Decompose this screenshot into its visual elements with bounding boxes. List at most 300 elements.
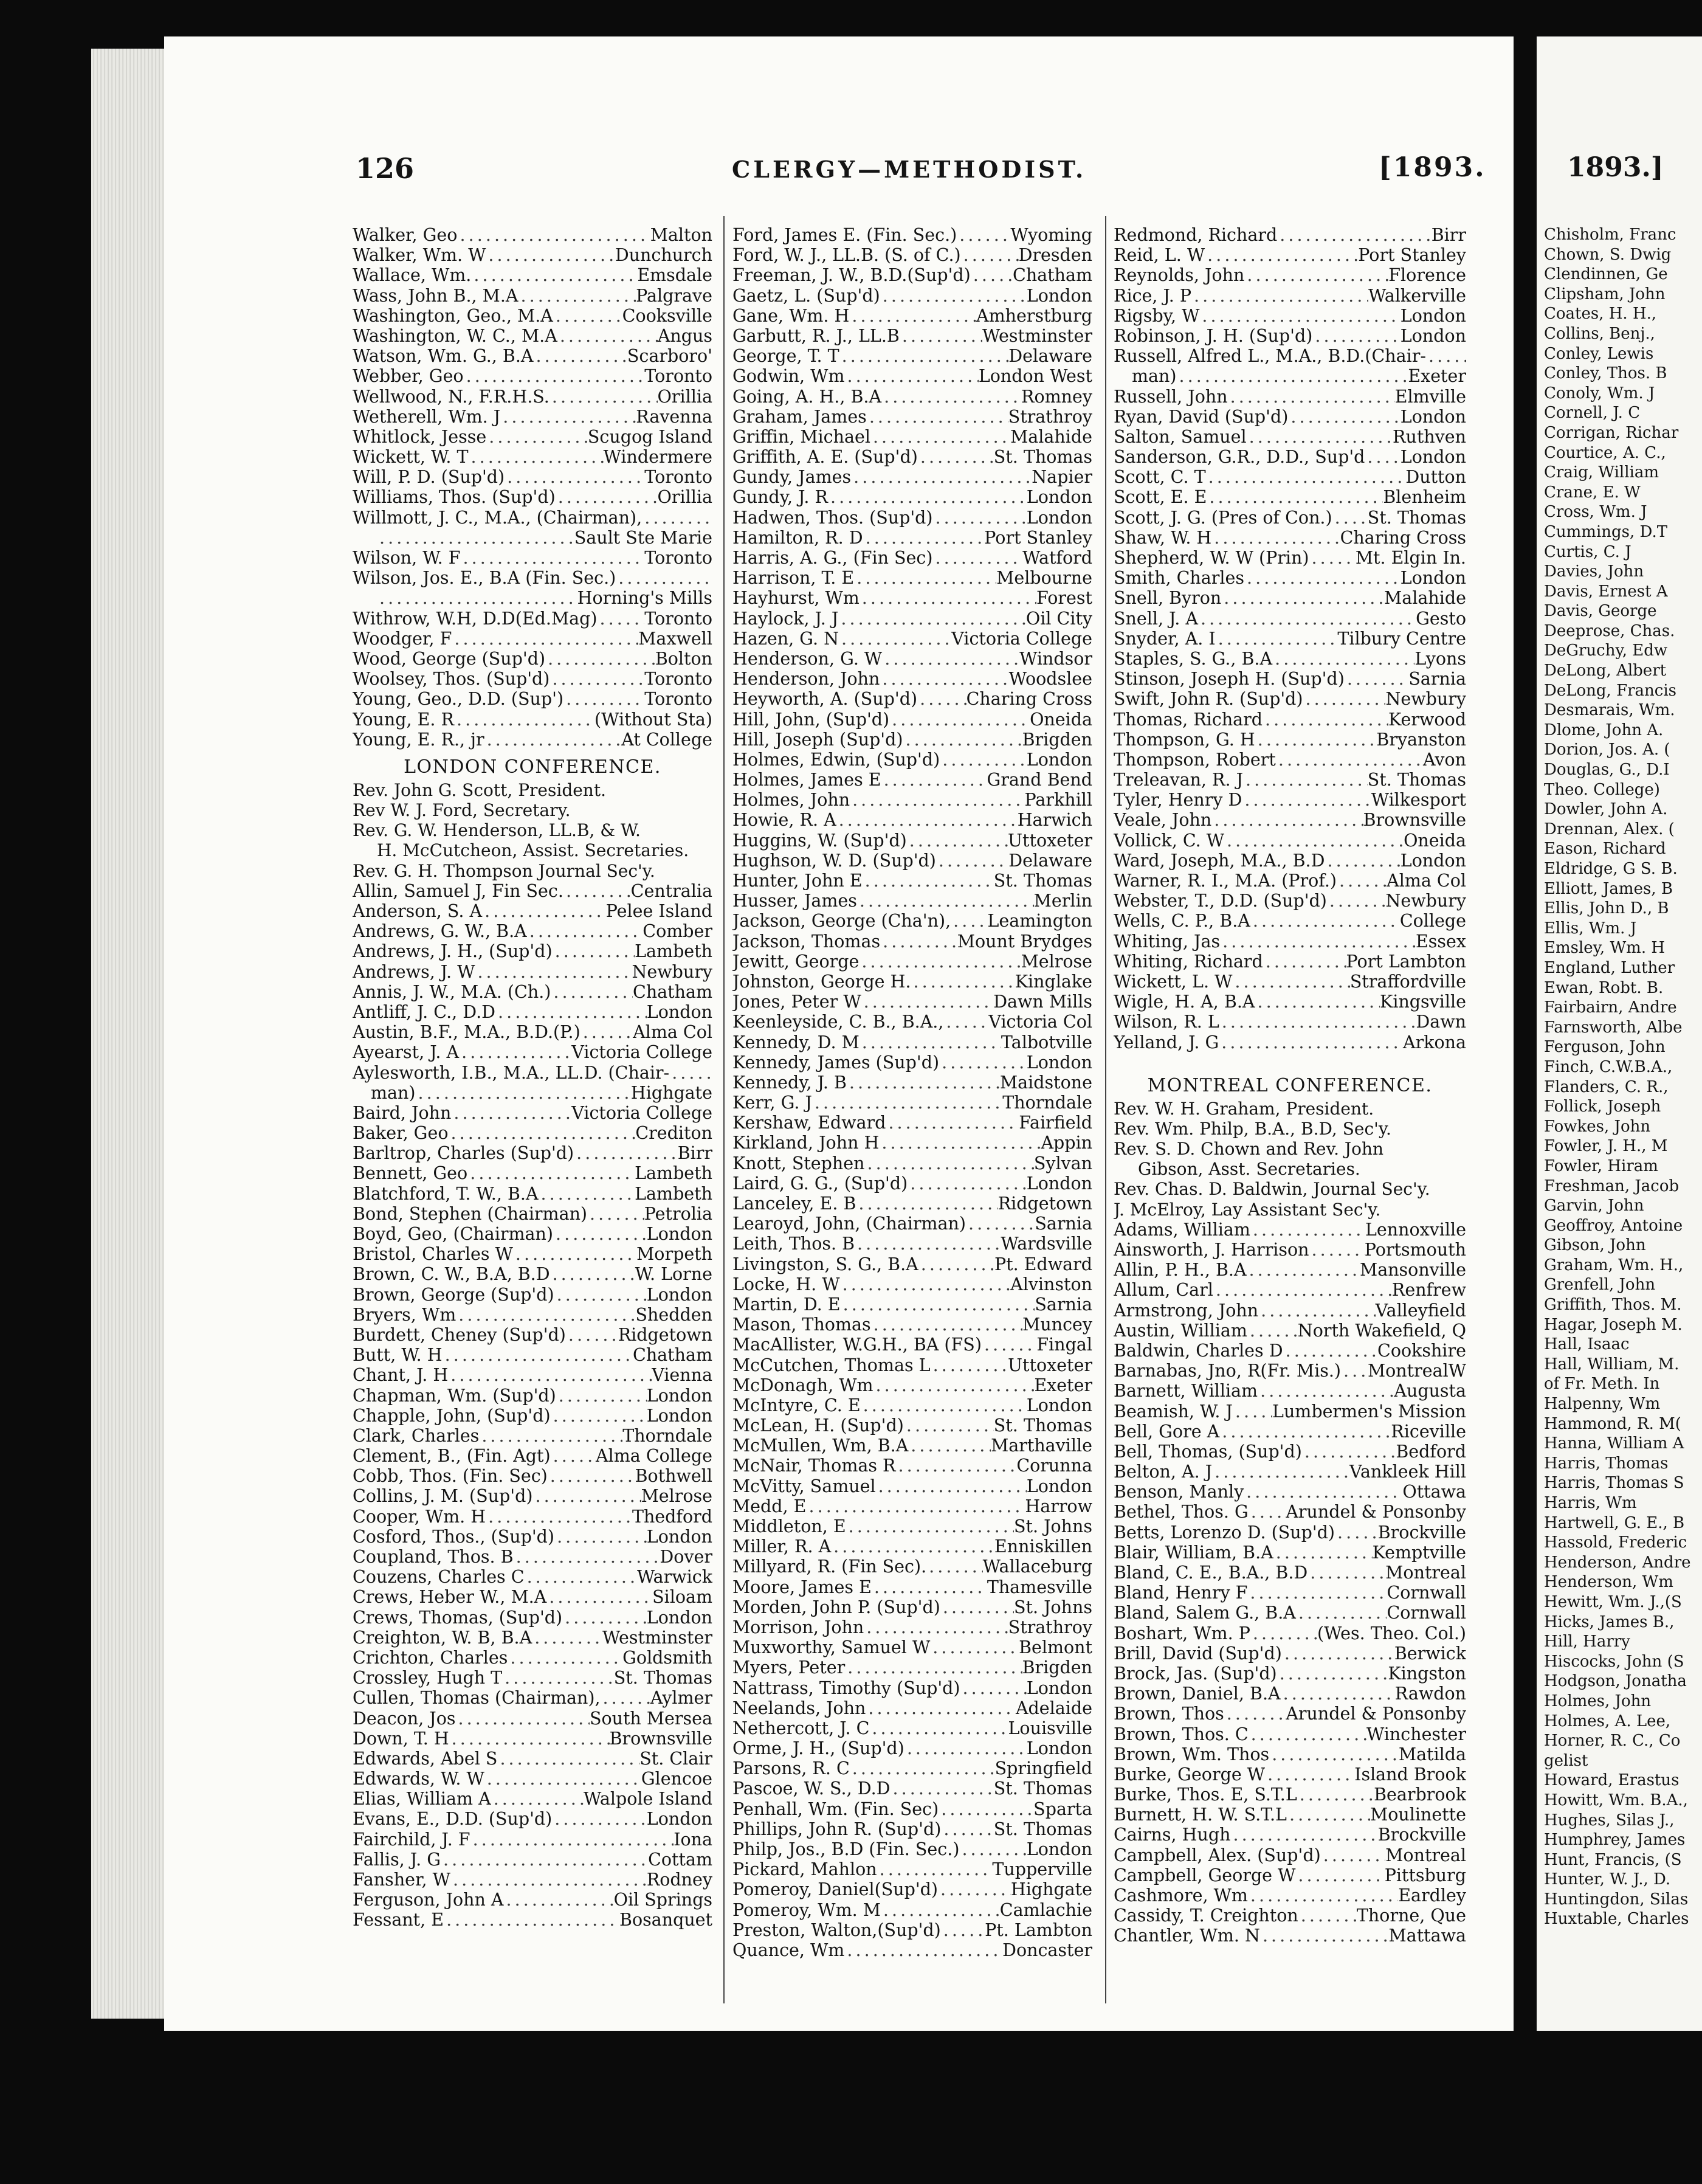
entry-name: Chapple, John, (Sup'd) xyxy=(353,1405,551,1426)
entry-name: Annis, J. W., M.A. (Ch.) xyxy=(353,981,551,1002)
list-entry xyxy=(1544,1553,1702,1573)
dot-leader xyxy=(550,1264,635,1284)
entry-name: Wood, George (Sup'd) xyxy=(353,648,546,669)
entry-place: Enniskillen xyxy=(994,1536,1092,1557)
list-entry xyxy=(732,1194,1092,1214)
dot-leader xyxy=(908,1173,1027,1194)
dot-leader xyxy=(1341,1361,1368,1381)
dot-leader xyxy=(1224,831,1404,851)
entry-place: Ridgetown xyxy=(997,1194,1092,1214)
dot-leader xyxy=(1230,1825,1377,1845)
entry-name: Salton, Samuel xyxy=(1114,426,1247,447)
list-entry xyxy=(1544,1295,1702,1315)
list-entry xyxy=(353,1789,712,1809)
dot-leader xyxy=(514,1547,660,1567)
list-entry xyxy=(353,962,712,982)
entry-name: Clement, B., (Fin. Agt) xyxy=(353,1446,551,1467)
list-entry xyxy=(732,1900,1092,1920)
list-entry xyxy=(1544,1791,1702,1811)
dot-leader xyxy=(525,1567,637,1587)
dot-leader xyxy=(1335,1522,1378,1543)
dot-leader xyxy=(1276,750,1423,770)
entry-place: Horning's Mills xyxy=(577,588,712,609)
entry-name: Hill, Joseph (Sup'd) xyxy=(732,729,903,750)
list-entry xyxy=(1544,364,1702,384)
dot-leader xyxy=(457,225,650,245)
entry-place: Harrow xyxy=(1025,1496,1092,1516)
dot-leader xyxy=(926,1557,983,1577)
entry-place: Lyons xyxy=(1414,648,1466,669)
entry-place: Arkona xyxy=(1403,1032,1466,1052)
entry-name: Hassold, Frederic xyxy=(1544,1533,1687,1552)
list-entry xyxy=(353,1103,712,1123)
entry-name: Griffin, Michael xyxy=(732,426,870,447)
column-3 xyxy=(1114,225,1466,1946)
entry-place: Newbury xyxy=(632,961,712,982)
entry-name: Davis, George xyxy=(1544,602,1657,621)
entry-place: Island Brook xyxy=(1354,1764,1466,1785)
list-entry xyxy=(1114,871,1466,891)
dot-leader xyxy=(1232,972,1349,992)
dot-leader xyxy=(841,1294,1035,1315)
dot-leader xyxy=(587,1204,644,1224)
entry-name: Fairbairn, Andre xyxy=(1544,998,1677,1017)
dot-leader xyxy=(861,1395,1027,1415)
list-entry xyxy=(1544,1414,1702,1434)
list-entry xyxy=(1544,542,1702,562)
dot-leader xyxy=(563,881,631,901)
entry-name: Chant, J. H xyxy=(353,1365,449,1386)
entry-name: Whiting, Richard xyxy=(1114,951,1263,972)
entry-name: Chown, S. Dwig xyxy=(1544,245,1672,264)
dot-leader xyxy=(441,1850,648,1870)
entry-place: Brigden xyxy=(1022,729,1092,750)
list-entry xyxy=(732,1597,1092,1617)
dot-leader xyxy=(475,962,632,982)
entry-name: Hartwell, G. E., B xyxy=(1544,1513,1685,1532)
dot-leader xyxy=(846,1516,1014,1536)
dot-leader xyxy=(566,1325,618,1345)
list-entry xyxy=(1114,265,1466,285)
dot-leader xyxy=(839,346,1009,366)
entry-name: Cullen, Thomas (Chairman), xyxy=(353,1688,601,1709)
list-entry xyxy=(353,1285,712,1305)
list-entry xyxy=(1544,1652,1702,1672)
entry-place: Westminster xyxy=(982,325,1092,346)
dot-leader xyxy=(895,1456,1016,1476)
list-entry xyxy=(1114,225,1466,245)
list-entry xyxy=(1544,1136,1702,1156)
list-entry xyxy=(353,1648,712,1668)
entry-name: Knott, Stephen xyxy=(732,1153,865,1173)
list-entry xyxy=(732,1173,1092,1194)
list-entry xyxy=(1544,1692,1702,1712)
dot-leader xyxy=(957,225,1010,245)
list-entry xyxy=(1114,1623,1466,1643)
entry-place: Strathroy xyxy=(1008,406,1092,427)
dot-leader xyxy=(865,1153,1034,1173)
list-entry xyxy=(1544,1374,1702,1394)
entry-name: Geoffroy, Antoine xyxy=(1544,1216,1683,1235)
list-entry xyxy=(732,1153,1092,1173)
dot-leader xyxy=(936,851,1008,871)
entry-name: Treleavan, R. J xyxy=(1114,770,1244,790)
entry-name: Cornell, J. C xyxy=(1544,404,1641,423)
entry-name: Howitt, Wm. B.A., xyxy=(1544,1791,1688,1809)
list-entry xyxy=(732,1819,1092,1839)
entry-name: gelist xyxy=(1544,1751,1588,1770)
dot-leader xyxy=(851,467,1032,487)
entry-name: Nethercott, J. C xyxy=(732,1718,870,1738)
dot-leader xyxy=(459,1042,571,1062)
list-entry xyxy=(1114,629,1466,649)
entry-name: Brown, Thos xyxy=(1114,1704,1224,1724)
entry-name: Austin, William xyxy=(1114,1320,1247,1341)
dot-leader xyxy=(1287,1805,1370,1825)
entry-name: George, T. T xyxy=(732,346,839,367)
dot-leader xyxy=(546,1587,652,1607)
entry-name: England, Luther xyxy=(1544,958,1675,977)
dot-leader xyxy=(1248,1885,1398,1906)
dot-leader xyxy=(861,992,994,1012)
dot-leader xyxy=(449,1729,610,1749)
entry-name: Douglas, G., D.I xyxy=(1544,761,1670,779)
entry-place: Highgate xyxy=(1010,1879,1092,1900)
entry-name: Holmes, John xyxy=(1544,1692,1652,1710)
entry-place: Ravenna xyxy=(636,406,712,427)
dot-leader xyxy=(1250,1220,1365,1240)
dot-leader xyxy=(918,447,994,467)
dot-leader xyxy=(497,1749,639,1769)
list-entry xyxy=(1114,911,1466,931)
dot-leader xyxy=(1272,649,1414,669)
entry-name: Learoyd, John, (Chairman) xyxy=(732,1214,966,1234)
list-entry xyxy=(1544,1057,1702,1077)
entry-name: Stinson, Joseph H. (Sup'd) xyxy=(1114,669,1345,689)
entry-name: Husser, James xyxy=(732,891,857,911)
dot-leader xyxy=(1302,1442,1396,1462)
list-entry xyxy=(353,1305,712,1325)
entry-name: Snell, Byron xyxy=(1114,588,1222,609)
list-entry xyxy=(1114,689,1466,709)
dot-leader xyxy=(527,921,643,941)
entry-name: Bell, Gore A xyxy=(1114,1421,1220,1442)
list-entry xyxy=(353,1063,712,1083)
entry-place: Dawn xyxy=(1416,1012,1466,1032)
list-entry xyxy=(1114,346,1466,366)
entry-name: Hicks, James B., xyxy=(1544,1612,1675,1631)
list-entry xyxy=(732,1940,1092,1960)
entry-name: Ellis, John D., B xyxy=(1544,899,1669,918)
list-entry xyxy=(353,528,712,548)
list-entry xyxy=(1544,978,1702,998)
entry-name: Holmes, A. Lee, xyxy=(1544,1712,1671,1730)
entry-name: Conley, Thos. B xyxy=(1544,364,1667,383)
list-entry xyxy=(1114,851,1466,871)
entry-place: London xyxy=(1026,1395,1092,1415)
entry-name: Andrews, J. H., (Sup'd) xyxy=(353,941,553,962)
dot-leader xyxy=(1199,306,1400,326)
list-entry xyxy=(1544,384,1702,404)
list-entry xyxy=(732,831,1092,851)
entry-name: Whiting, Jas xyxy=(1114,931,1221,952)
entry-place: Pt. Lambton xyxy=(985,1920,1092,1940)
entry-place: MontrealW xyxy=(1367,1361,1466,1381)
dot-leader xyxy=(581,1022,633,1042)
entry-place: London xyxy=(646,1526,712,1547)
entry-place: Port Stanley xyxy=(1358,245,1466,266)
entry-place: Kerwood xyxy=(1388,709,1466,730)
entry-place: Montreal xyxy=(1385,1845,1466,1865)
entry-name: Whitlock, Jesse xyxy=(353,426,487,447)
entry-name: Jones, Peter W xyxy=(732,992,861,1012)
entry-place: Iona xyxy=(674,1829,712,1850)
entry-name: Myers, Peter xyxy=(732,1657,846,1678)
column-rule xyxy=(723,216,725,2003)
list-entry xyxy=(1114,1260,1466,1280)
entry-place: Matilda xyxy=(1398,1744,1466,1764)
entry-name: Crews, Thomas, (Sup'd) xyxy=(353,1607,563,1628)
entry-place: Angus xyxy=(657,325,712,346)
entry-place: Tupperville xyxy=(992,1859,1092,1880)
entry-place: Essex xyxy=(1416,931,1466,952)
list-entry xyxy=(732,689,1092,709)
list-entry xyxy=(353,1083,712,1103)
entry-place: Muncey xyxy=(1022,1315,1092,1335)
list-entry xyxy=(1114,1885,1466,1906)
entry-name: Johnston, George H. xyxy=(732,971,911,992)
list-entry xyxy=(1544,1811,1702,1831)
entry-name: Fowler, J. H., M xyxy=(1544,1137,1668,1156)
dot-leader xyxy=(806,1496,1025,1516)
dot-leader xyxy=(479,1426,622,1446)
entry-name: Cross, Wm. J xyxy=(1544,503,1647,522)
list-entry xyxy=(1114,1361,1466,1381)
dot-leader xyxy=(532,1628,602,1648)
entry-name: Blatchford, T. W., B.A xyxy=(353,1183,539,1204)
entry-name: Young, E. R xyxy=(353,709,454,730)
entry-place: London xyxy=(1026,749,1092,770)
dot-leader xyxy=(890,1778,993,1799)
entry-place: Toronto xyxy=(644,366,712,387)
entry-name: Kennedy, J. B xyxy=(732,1072,847,1093)
entry-place: Watford xyxy=(1022,548,1092,568)
list-entry xyxy=(1544,859,1702,879)
entry-place: Vienna xyxy=(652,1365,712,1386)
list-entry xyxy=(1114,790,1466,810)
entry-name: Jackson, George (Cha'n), xyxy=(732,911,951,931)
entry-name: Collins, Benj., xyxy=(1544,324,1655,343)
dot-leader xyxy=(869,1718,1008,1738)
entry-place: Victoria College xyxy=(951,628,1092,649)
dot-leader xyxy=(443,1345,633,1365)
list-entry xyxy=(732,1778,1092,1799)
list-entry xyxy=(732,1536,1092,1557)
entry-name: Russell, Alfred L., M.A., B.D.(Chair- xyxy=(1114,346,1426,367)
entry-name: Conoly, Wm. J xyxy=(1544,384,1655,403)
entry-name: Kennedy, D. M xyxy=(732,1032,860,1052)
entry-name: Hanna, William A xyxy=(1544,1434,1684,1453)
entry-name: Huntingdon, Silas xyxy=(1544,1890,1689,1909)
entry-place: Sparta xyxy=(1033,1799,1092,1819)
officer-line: Rev. G. W. Henderson, LL.B, & W. xyxy=(353,820,641,841)
list-entry xyxy=(1544,1473,1702,1493)
dot-leader xyxy=(505,467,644,487)
list-entry xyxy=(1114,1321,1466,1341)
dot-leader xyxy=(971,265,1013,285)
entry-place: London xyxy=(1400,406,1466,427)
dot-leader xyxy=(870,427,1010,447)
entry-name: Holmes, John xyxy=(732,790,850,810)
entry-name: Bond, Stephen (Chairman) xyxy=(353,1203,588,1224)
entry-place: Sarnia xyxy=(1408,669,1466,689)
entry-name: Edwards, W. W xyxy=(353,1769,484,1789)
entry-place: Riceville xyxy=(1391,1421,1466,1442)
list-entry xyxy=(732,1516,1092,1536)
list-entry xyxy=(1544,1612,1702,1633)
entry-name: Drennan, Alex. ( xyxy=(1544,820,1675,838)
dot-leader xyxy=(502,1668,614,1688)
list-entry xyxy=(353,901,712,921)
entry-name: Eldridge, G S. B. xyxy=(1544,860,1678,878)
entry-name: Wickett, L. W xyxy=(1114,971,1233,992)
dot-leader xyxy=(533,346,627,366)
entry-place: Thorndale xyxy=(622,1425,712,1446)
list-entry xyxy=(353,1022,712,1042)
entry-name: Vollick, C. W xyxy=(1114,830,1225,851)
entry-place: Morpeth xyxy=(636,1244,712,1265)
dot-leader xyxy=(464,366,645,386)
list-entry xyxy=(1544,502,1702,522)
officer-line: Rev. W. H. Graham, President. xyxy=(1114,1098,1374,1119)
entry-place: Oneida xyxy=(1404,830,1466,851)
list-entry xyxy=(353,1809,712,1829)
list-entry xyxy=(1544,1751,1702,1771)
entry-name: Humphrey, James xyxy=(1544,1831,1686,1850)
list-entry xyxy=(1114,1865,1466,1885)
list-entry xyxy=(1544,780,1702,800)
list-entry xyxy=(353,1143,712,1163)
entry-place: London xyxy=(1026,1052,1092,1073)
list-entry xyxy=(1544,1632,1702,1652)
entry-place: Chatham xyxy=(633,981,712,1002)
entry-place: Kingston xyxy=(1388,1663,1466,1684)
dot-leader xyxy=(939,1799,1033,1819)
dot-leader xyxy=(855,1234,1001,1254)
dot-leader xyxy=(1273,1543,1373,1563)
officer-list xyxy=(353,780,712,881)
entry-name: Henderson, John xyxy=(732,669,880,689)
dot-leader xyxy=(1303,689,1386,709)
list-entry xyxy=(732,669,1092,689)
entry-place: Maxwell xyxy=(638,628,712,649)
entry-name: Middleton, E xyxy=(732,1516,846,1536)
entry-name: Campbell, Alex. (Sup'd) xyxy=(1114,1845,1321,1865)
entry-name: Garvin, John xyxy=(1544,1197,1644,1215)
entry-name: Miller, R. A xyxy=(732,1536,832,1557)
entry-place: Sarnia xyxy=(1035,1214,1092,1234)
entry-name: Wells, C. P., B.A xyxy=(1114,911,1250,931)
list-entry xyxy=(1544,1493,1702,1513)
entry-place: Adelaide xyxy=(1015,1698,1092,1718)
list-entry xyxy=(1544,1177,1702,1197)
entry-place: St. Johns xyxy=(1013,1516,1092,1536)
dot-leader xyxy=(1216,629,1338,649)
entry-place: Thorne, Que xyxy=(1356,1906,1466,1926)
entry-place: London xyxy=(646,1224,712,1244)
entry-place: London xyxy=(1400,447,1466,468)
dot-leader xyxy=(850,790,1024,810)
entry-name: Courtice, A. C., xyxy=(1544,443,1666,462)
entry-name: Holmes, Edwin, (Sup'd) xyxy=(732,749,940,770)
entry-place: Dunchurch xyxy=(615,245,712,266)
entry-name: Henderson, Wm xyxy=(1544,1573,1673,1592)
entry-name: Gibson, John xyxy=(1544,1236,1646,1255)
entry-name: McNair, Thomas R xyxy=(732,1456,896,1476)
entry-place: Augusta xyxy=(1394,1381,1466,1401)
entry-list xyxy=(1114,1220,1466,1946)
entry-name: Elliott, James, B xyxy=(1544,879,1673,898)
list-entry xyxy=(1544,562,1702,582)
list-entry xyxy=(732,972,1092,992)
entry-place: Pelee Island xyxy=(605,901,712,921)
list-entry xyxy=(353,982,712,1002)
list-entry xyxy=(732,245,1092,265)
entry-name: Yelland, J. G xyxy=(1114,1032,1219,1052)
entry-name: Coupland, Thos. B xyxy=(353,1547,514,1567)
entry-name: Sanderson, G.R., D.D., Sup'd xyxy=(1114,447,1365,468)
entry-name: Brock, Jas. (Sup'd) xyxy=(1114,1663,1277,1684)
entry-list xyxy=(1114,225,1466,1052)
entry-place: Kemptville xyxy=(1372,1542,1466,1563)
entry-place: Lumbermen's Mission xyxy=(1272,1401,1466,1422)
entry-place: Dutton xyxy=(1405,467,1466,488)
entry-place: Bolton xyxy=(655,648,712,669)
entry-name: Hughson, W. D. (Sup'd) xyxy=(732,850,936,871)
entry-place: Moulinette xyxy=(1370,1805,1466,1825)
entry-name: Brown, Wm. Thos xyxy=(1114,1744,1270,1764)
list-entry xyxy=(353,568,712,588)
entry-name: Crichton, Charles xyxy=(353,1647,508,1668)
list-entry xyxy=(732,1315,1092,1335)
officer-line: Rev. Chas. D. Baldwin, Journal Sec'y. xyxy=(1114,1179,1430,1200)
entry-name: Huxtable, Charles xyxy=(1544,1910,1689,1929)
dot-leader xyxy=(669,1063,712,1083)
list-entry xyxy=(353,1628,712,1648)
dot-leader xyxy=(508,1648,622,1668)
dot-leader xyxy=(1244,265,1388,285)
conference-heading: MONTREAL CONFERENCE. xyxy=(1147,1074,1433,1096)
entry-name: Willmott, J. C., M.A., (Chairman), xyxy=(353,507,643,528)
dot-leader xyxy=(461,548,645,568)
entry-name: Thompson, Robert xyxy=(1114,749,1276,770)
entry-place: Newbury xyxy=(1385,891,1466,911)
entry-place: Melrose xyxy=(1021,951,1092,972)
entry-name: Morden, John P. (Sup'd) xyxy=(732,1597,940,1617)
entry-name: Woodger, F xyxy=(353,628,452,649)
entry-name: Reynolds, John xyxy=(1114,265,1245,286)
entry-name: Edwards, Abel S xyxy=(353,1748,498,1769)
list-entry xyxy=(1114,306,1466,326)
entry-place: Cookshire xyxy=(1377,1340,1466,1361)
list-entry xyxy=(1114,609,1466,629)
dot-leader xyxy=(456,1305,635,1325)
entry-name: Fallis, J. G xyxy=(353,1849,441,1870)
entry-name: Farnsworth, Albe xyxy=(1544,1018,1683,1037)
list-entry xyxy=(732,568,1092,588)
dot-leader xyxy=(491,1789,584,1809)
entry-name: Chisholm, Franc xyxy=(1544,226,1676,244)
